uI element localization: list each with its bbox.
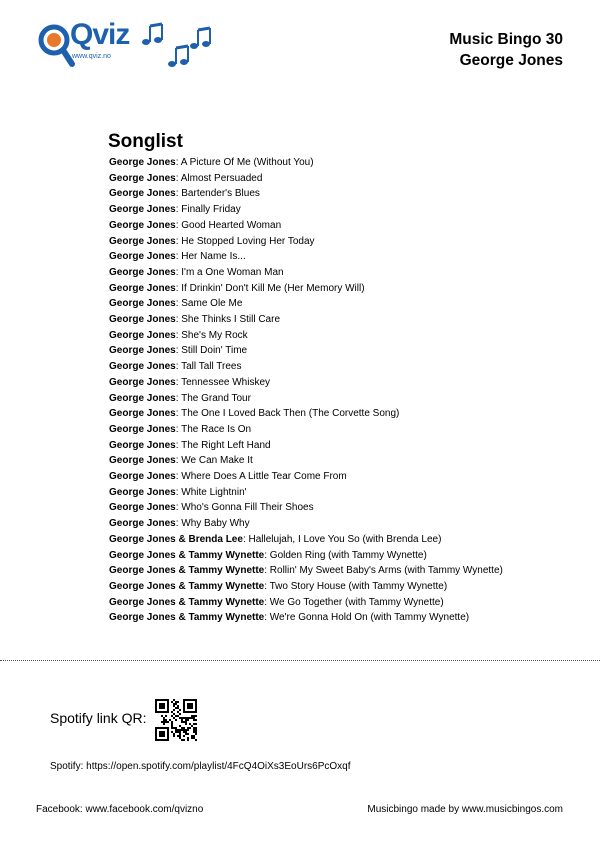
song-item: George Jones: Her Name Is... — [109, 251, 246, 263]
logo-text: Qviz — [70, 18, 130, 51]
header — [449, 29, 563, 71]
song-artist: George Jones — [109, 361, 176, 373]
song-title: Hallelujah, I Love You So (with Brenda Lee) — [248, 533, 442, 545]
song-artist: George Jones & Tammy Wynette — [109, 596, 265, 608]
song-title: Finally Friday — [181, 204, 241, 216]
song-item: George Jones: The Race Is On — [109, 423, 252, 435]
song-title: I'm a One Woman Man — [181, 266, 284, 278]
song-title: If Drinkin' Don't Kill Me (Her Memory Will) — [181, 282, 365, 294]
song-title: We Go Together (with Tammy Wynette) — [269, 596, 444, 608]
song-item: George Jones & Tammy Wynette: Rollin' My Sweet Baby's Arms (with Tammy Wynette) — [109, 565, 503, 577]
bingo-title: Music Bingo 30 — [449, 31, 563, 48]
song-artist: George Jones — [109, 518, 176, 530]
qr-code[interactable] — [155, 699, 197, 741]
song-title: Still Doin' Time — [181, 345, 248, 357]
song-artist: George Jones — [109, 266, 176, 278]
song-title: We Can Make It — [181, 455, 253, 467]
qr-label: Spotify link QR: — [50, 710, 147, 726]
logo-url: www.qviz.no — [72, 53, 111, 60]
song-artist: George Jones — [109, 219, 176, 231]
song-item: George Jones: Finally Friday — [109, 204, 241, 216]
song-item: George Jones: A Picture Of Me (Without You) — [109, 157, 314, 168]
song-item: George Jones: Tall Tall Trees — [109, 361, 242, 373]
song-artist: George Jones — [109, 502, 176, 514]
song-title: Her Name Is... — [181, 251, 246, 263]
song-artist: George Jones — [109, 329, 176, 341]
song-title: Golden Ring (with Tammy Wynette) — [269, 549, 427, 561]
song-artist: George Jones & Tammy Wynette — [109, 549, 265, 561]
song-item: George Jones: If Drinkin' Don't Kill Me (Her Memory Will) — [109, 282, 365, 294]
song-item: George Jones & Tammy Wynette: We're Gonna Hold On (with Tammy Wynette) — [109, 612, 470, 624]
song-artist: George Jones — [109, 314, 176, 326]
song-title: Tall Tall Trees — [181, 361, 242, 373]
song-artist: George Jones — [109, 392, 176, 404]
song-artist: George Jones — [109, 455, 176, 467]
song-title: Who's Gonna Fill Their Shoes — [181, 502, 314, 514]
song-artist: George Jones — [109, 298, 176, 310]
song-title: The Right Left Hand — [181, 439, 271, 451]
song-item: George Jones & Tammy Wynette: We Go Together (with Tammy Wynette) — [109, 596, 444, 608]
song-artist: George Jones — [109, 471, 176, 483]
song-item: George Jones: Why Baby Why — [109, 518, 250, 530]
song-title: Why Baby Why — [181, 518, 250, 530]
song-artist: George Jones & Tammy Wynette — [109, 565, 265, 577]
song-item: George Jones: Almost Persuaded — [109, 172, 263, 184]
song-title: A Picture Of Me (Without You) — [180, 157, 314, 168]
song-title: She's My Rock — [181, 329, 248, 341]
song-title: He Stopped Loving Her Today — [181, 235, 315, 247]
song-artist: George Jones — [109, 251, 176, 263]
song-item: George Jones: She Thinks I Still Care — [109, 314, 281, 326]
song-artist: George Jones — [109, 486, 176, 498]
song-item: George Jones: Who's Gonna Fill Their Shoes — [109, 502, 314, 514]
song-artist: George Jones — [109, 345, 176, 357]
song-item: George Jones: The Right Left Hand — [109, 439, 271, 451]
song-item: George Jones: The Grand Tour — [109, 392, 251, 404]
facebook-link[interactable]: Facebook: www.facebook.com/qvizno — [36, 804, 204, 815]
song-artist: George Jones & Tammy Wynette — [109, 612, 265, 624]
song-artist: George Jones & Brenda Lee — [109, 533, 243, 545]
song-item: George Jones & Tammy Wynette: Two Story House (with Tammy Wynette) — [109, 580, 448, 592]
song-artist: George Jones — [109, 376, 176, 388]
song-title: She Thinks I Still Care — [181, 314, 281, 326]
song-artist: George Jones — [109, 204, 176, 216]
song-item: George Jones: She's My Rock — [109, 329, 248, 341]
song-title: Almost Persuaded — [180, 172, 263, 184]
song-artist: George Jones — [109, 172, 176, 184]
dotted-divider — [0, 660, 600, 661]
song-title: Tennessee Whiskey — [181, 376, 271, 388]
song-list — [109, 155, 503, 626]
song-item: George Jones: The One I Loved Back Then (The Corvette Song) — [109, 408, 400, 420]
song-title: White Lightnin' — [181, 486, 247, 498]
song-title: Good Hearted Woman — [181, 219, 282, 231]
song-title: Where Does A Little Tear Come From — [181, 471, 347, 483]
song-item: George Jones: We Can Make It — [109, 455, 253, 467]
song-item: George Jones: I'm a One Woman Man — [109, 266, 284, 278]
song-artist: George Jones — [109, 188, 176, 200]
song-artist: George Jones — [109, 282, 176, 294]
song-title: The Grand Tour — [181, 392, 251, 404]
song-artist: George Jones — [109, 439, 176, 451]
songlist-heading: Songlist — [108, 131, 183, 152]
song-item: George Jones: Bartender's Blues — [109, 188, 260, 200]
song-item: George Jones: He Stopped Loving Her Today — [109, 235, 315, 247]
song-artist: George Jones — [109, 157, 176, 168]
song-item: George Jones & Brenda Lee: Hallelujah, I Love You So (with Brenda Lee) — [109, 533, 442, 545]
song-title: Same Ole Me — [181, 298, 243, 310]
song-title: Rollin' My Sweet Baby's Arms (with Tammy Wynette) — [269, 565, 503, 577]
song-item: George Jones: Same Ole Me — [109, 298, 243, 310]
song-item: George Jones: Good Hearted Woman — [109, 219, 282, 231]
song-title: We're Gonna Hold On (with Tammy Wynette) — [269, 612, 470, 624]
song-title: Bartender's Blues — [181, 188, 260, 200]
song-item: George Jones: Tennessee Whiskey — [109, 376, 271, 388]
song-title: The One I Loved Back Then (The Corvette Song) — [181, 408, 400, 420]
musicbingo-credit[interactable]: Musicbingo made by www.musicbingos.com — [367, 804, 563, 815]
song-title: The Race Is On — [181, 423, 252, 435]
song-item: George Jones & Tammy Wynette: Golden Ring (with Tammy Wynette) — [109, 549, 427, 561]
song-artist: George Jones & Tammy Wynette — [109, 580, 265, 592]
song-title: Two Story House (with Tammy Wynette) — [269, 580, 448, 592]
music-notes-icon — [138, 16, 218, 72]
song-artist: George Jones — [109, 235, 176, 247]
spotify-link[interactable]: Spotify: https://open.spotify.com/playlist/4FcQ4OiXs3EoUrs6PcOxqf — [50, 761, 351, 772]
song-item: George Jones: Where Does A Little Tear Come From — [109, 471, 347, 483]
song-artist: George Jones — [109, 423, 176, 435]
song-item: George Jones: White Lightnin' — [109, 486, 247, 498]
artist-subtitle: George Jones — [459, 52, 563, 69]
song-item: George Jones: Still Doin' Time — [109, 345, 248, 357]
song-artist: George Jones — [109, 408, 176, 420]
